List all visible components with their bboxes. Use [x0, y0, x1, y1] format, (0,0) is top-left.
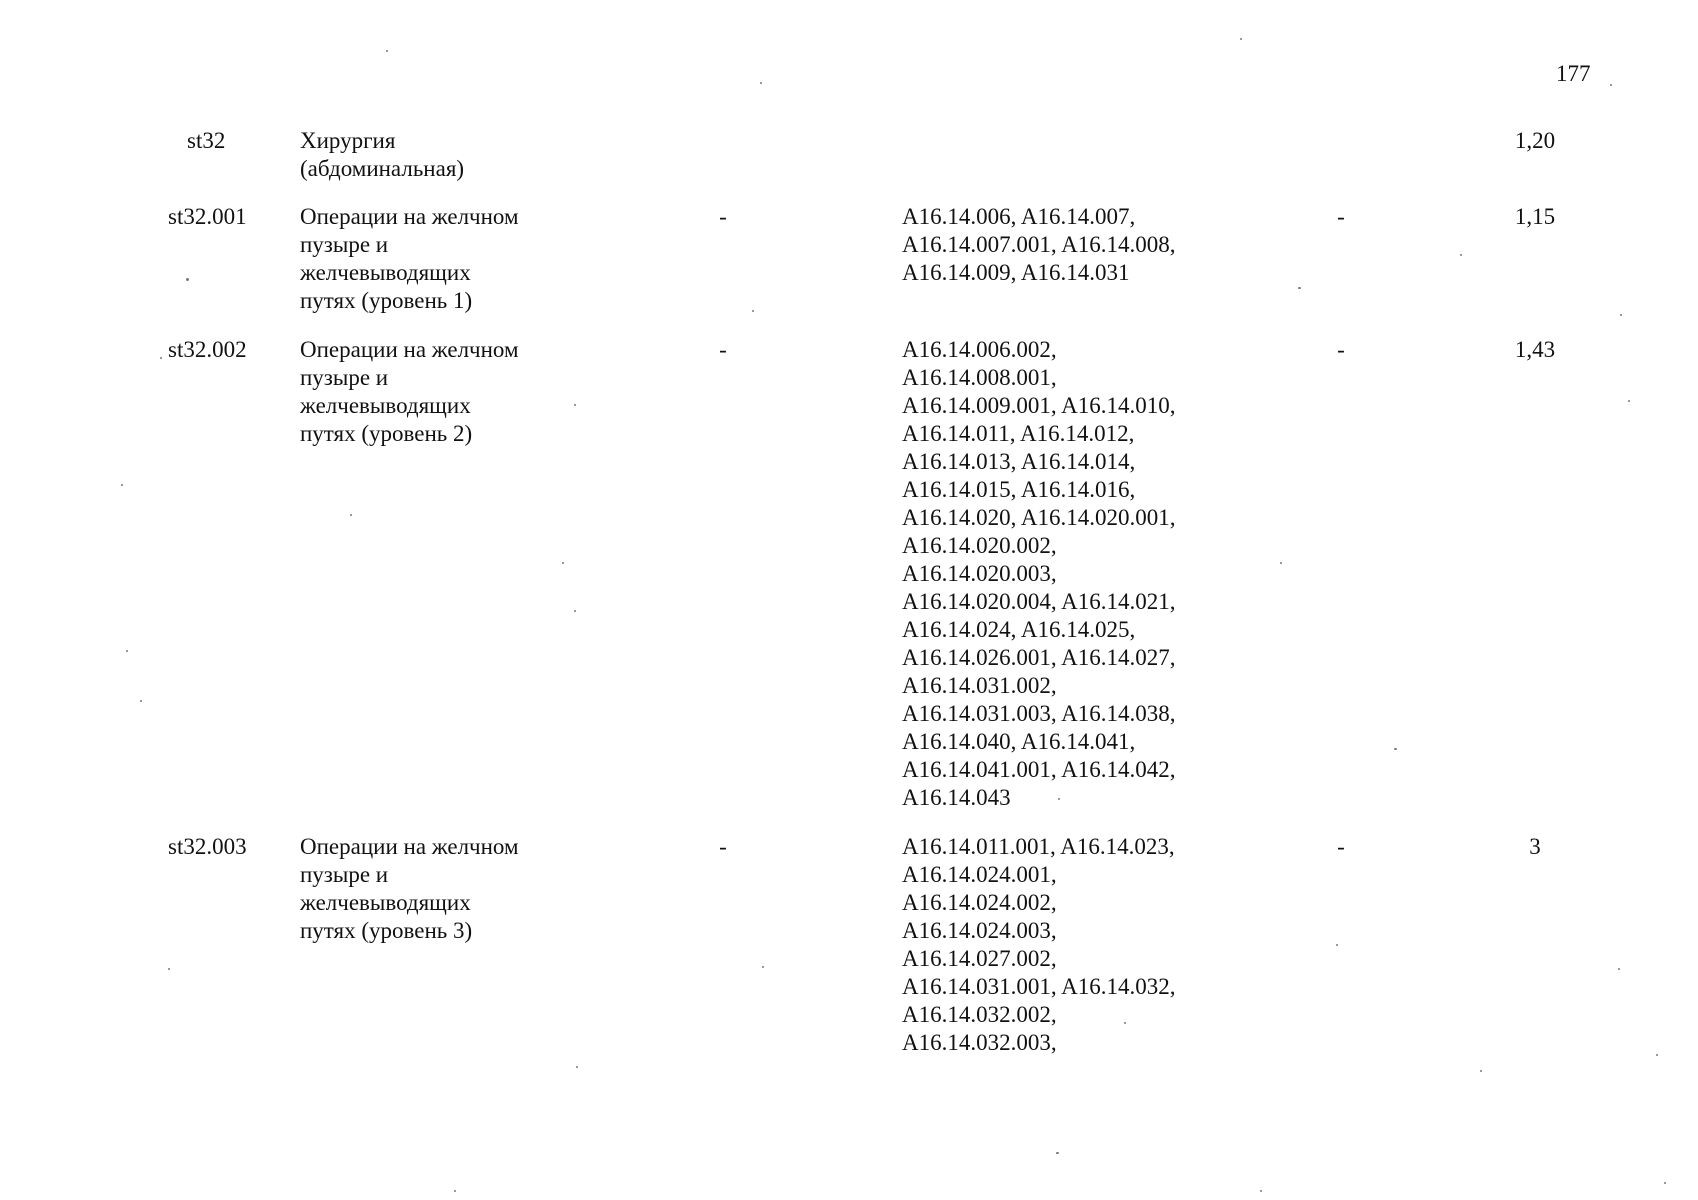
row-additional-criteria: -: [1337, 834, 1345, 859]
scan-speck: [350, 514, 352, 516]
row-operation-codes: A16.14.011.001, A16.14.023, A16.14.024.001, A16.14.024.002, A16.14.024.003, A16.14.027.002, A16.14.031.001, A16.14.032, A16.14.032.002, A16.14.032.003,: [902, 834, 1176, 1055]
row-additional-criteria: -: [1337, 337, 1345, 362]
row-code: st32: [187, 128, 226, 153]
row-coefficient: 1,43: [1514, 337, 1556, 362]
row-code: st32.002: [168, 337, 247, 362]
row-code: st32.001: [168, 204, 247, 229]
scan-speck: [140, 700, 142, 702]
scan-speck: [386, 50, 388, 52]
scan-speck: [1460, 254, 1462, 256]
scan-speck: [121, 484, 123, 486]
scan-speck: [1656, 1054, 1658, 1056]
scan-speck: [762, 966, 764, 968]
row-name: Хирургия (абдоминальная): [300, 128, 465, 181]
scan-speck: [1280, 562, 1282, 564]
row-name: Операции на желчном пузыре и желчевыводящих путях (уровень 2): [300, 337, 519, 446]
row-name: Операции на желчном пузыре и желчевыводящих путях (уровень 1): [300, 204, 519, 313]
scan-speck: [1240, 38, 1242, 40]
row-code: st32.003: [168, 834, 247, 859]
page-number: 177: [1556, 61, 1591, 86]
scan-speck: [760, 82, 762, 84]
scan-speck: [454, 1190, 456, 1192]
scan-speck: [1620, 314, 1622, 316]
row-coefficient: 3: [1529, 834, 1541, 859]
scan-speck: [1618, 968, 1620, 970]
scan-speck: [1056, 1152, 1059, 1154]
scan-speck: [1394, 748, 1397, 750]
scan-speck: [752, 310, 754, 312]
row-coefficient: 1,15: [1514, 204, 1556, 229]
row-operation-codes: A16.14.006.002, A16.14.008.001, A16.14.009.001, A16.14.010, A16.14.011, A16.14.012, A16.14.013, A16.14.014, A16.14.015, A16.14.016, A16.14.020, A16.14.020.001, A16.14.020.002, A16.14.020.003, A16.14.020.004, A16.14.021, A16.14.024, A16.14.025, A16.14.026.001, A16.14.027, A16.14.031.002, A16.14.031.003, A16.14.038, A16.14.040, A16.14.041, A16.14.041.001, A16.14.042, A16.14.043: [902, 337, 1176, 810]
row-name: Операции на желчном пузыре и желчевыводящих путях (уровень 3): [300, 834, 519, 943]
scan-speck: [574, 404, 576, 406]
scan-speck: [1664, 1182, 1666, 1184]
row-operation-codes: A16.14.006, A16.14.007, A16.14.007.001, A16.14.008, A16.14.009, A16.14.031: [902, 204, 1176, 285]
row-diagnosis-codes: -: [719, 834, 727, 859]
scan-speck: [168, 968, 170, 970]
scan-speck: [1124, 1022, 1126, 1024]
scan-speck: [1260, 1190, 1262, 1192]
scan-speck: [1628, 400, 1630, 402]
row-additional-criteria: -: [1337, 204, 1345, 229]
scan-speck: [576, 1066, 578, 1068]
scan-speck: [1058, 798, 1060, 800]
scan-speck: [1336, 944, 1338, 946]
scan-speck: [574, 610, 576, 612]
row-diagnosis-codes: -: [719, 337, 727, 362]
scan-speck: [1298, 287, 1301, 289]
scan-speck: [1610, 84, 1612, 86]
row-diagnosis-codes: -: [719, 204, 727, 229]
scan-speck: [160, 357, 162, 359]
scan-speck: [126, 650, 128, 652]
scan-speck: [562, 562, 564, 564]
scan-speck: [186, 278, 189, 281]
row-coefficient: 1,20: [1514, 128, 1556, 153]
scan-speck: [1480, 1070, 1482, 1072]
